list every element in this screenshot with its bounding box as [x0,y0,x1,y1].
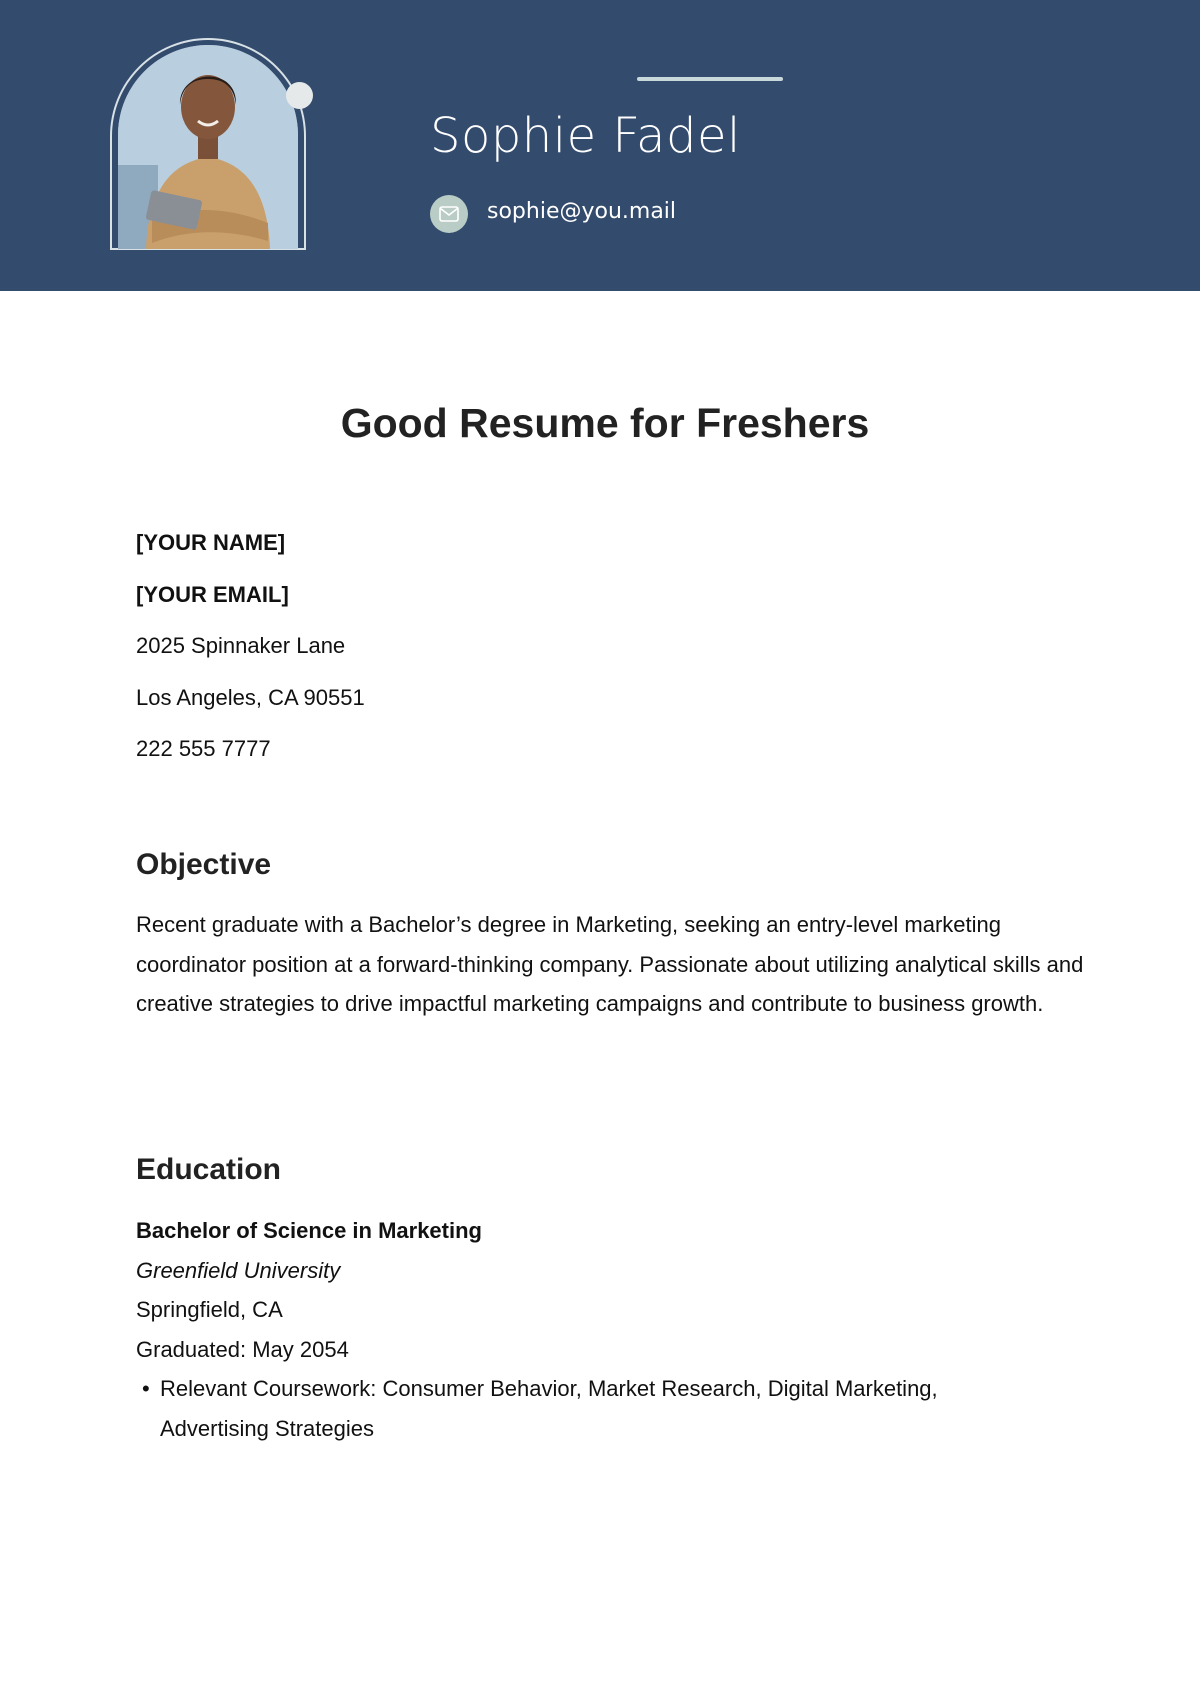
objective-text: Recent graduate with a Bachelor’s degree in Marketing, seeking an entry-level marketing coordinator position at a forward-thinking company. Passionate about utilizing analytical skills and creative strategies to drive impactful marketing campaigns and contribute to business growth. [136,912,1084,1016]
profile-photo [118,45,298,249]
mail-icon [430,195,468,233]
accent-line [637,77,783,81]
education-school: Greenfield University [136,1257,341,1283]
education-location: Springfield, CA [136,1297,283,1322]
contact-name: [YOUR NAME] [136,530,286,555]
header-email[interactable]: sophie@you.mail [487,199,677,224]
education-bullet-list [136,1369,1086,1448]
list-item: • Relevant Coursework: Consumer Behavior, Market Research, Digital Marketing, Advertising Strategies [136,1369,1016,1448]
contact-block [136,517,365,775]
contact-phone: 222 555 7777 [136,736,271,761]
mail-icon-glyph [439,206,459,222]
resume-header [0,0,1200,291]
education-block [136,1211,1086,1448]
education-heading: Education [136,1153,282,1186]
education-degree: Bachelor of Science in Marketing [136,1218,482,1243]
profile-photo-illustration [118,45,298,249]
decorative-dot [286,82,313,109]
objective-heading: Objective [136,848,272,881]
document-title: Good Resume for Freshers [340,400,870,446]
header-name: Sophie Fadel [430,108,741,164]
contact-address-line2: Los Angeles, CA 90551 [136,684,365,710]
contact-email: [YOUR EMAIL] [136,581,289,607]
education-graduated: Graduated: May 2054 [136,1336,349,1362]
contact-address-line1: 2025 Spinnaker Lane [136,633,346,658]
